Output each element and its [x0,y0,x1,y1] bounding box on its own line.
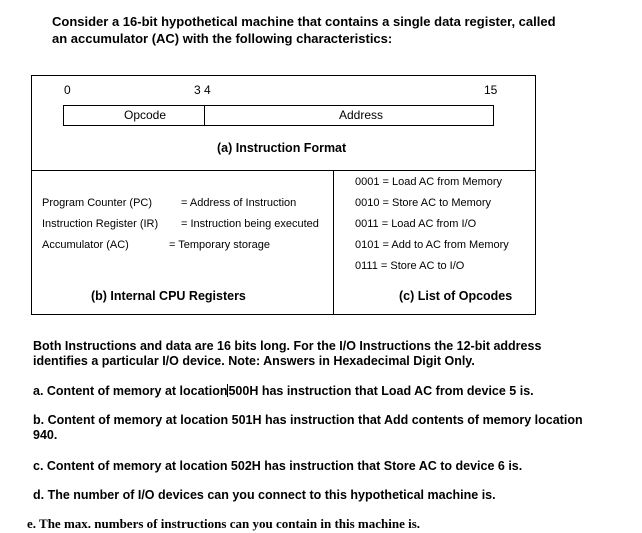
notes-line-1: Both Instructions and data are 16 bits long. For the I/O Instructions the 12-bit address [33,339,542,353]
question-b-line-2: 940. [33,428,58,442]
figure-divider-horizontal [32,170,535,171]
question-a-before: a. Content of memory at location [33,384,228,398]
intro-line-1: Consider a 16-bit hypothetical machine that contains a single data register, called [52,14,556,29]
opcode-item: 0010 = Store AC to Memory [355,197,492,209]
register-desc: = Instruction being executed [181,218,319,230]
question-b-line-1: b. Content of memory at location 501H has instruction that Add contents of memory location [33,413,583,427]
register-name: Program Counter (PC) [42,197,153,209]
opcode-item: 0101 = Add to AC from Memory [355,239,509,251]
register-name: Instruction Register (IR) [42,218,159,230]
opcode-item: 0011 = Load AC from I/O [355,218,477,230]
opcode-field-label: Opcode [124,108,167,122]
address-field-label: Address [339,108,384,122]
question-a-after: 500H has instruction that Load AC from device 5 is. [228,384,534,398]
opcode-address-divider [204,106,205,125]
opcode-item: 0001 = Load AC from Memory [355,176,503,188]
question-d: d. The number of I/O devices can you connect to this hypothetical machine is. [33,488,496,502]
notes-line-2: identifies a particular I/O device. Note: Answers in Hexadecimal Digit Only. [33,354,475,368]
register-name: Accumulator (AC) [42,239,129,251]
question-e: e. The max. numbers of instructions can you contain in this machine is. [27,516,421,531]
registers-caption: (b) Internal CPU Registers [91,289,246,303]
bit-label-0: 0 [64,83,71,97]
question-a [33,383,534,399]
register-desc: = Address of Instruction [181,197,297,209]
bit-label-3-4: 3 4 [194,83,211,97]
instruction-format-box [63,105,494,126]
bit-label-15: 15 [484,83,498,97]
question-c: c. Content of memory at location 502H has instruction that Store AC to device 6 is. [33,459,523,473]
opcodes-caption: (c) List of Opcodes [399,289,513,303]
instruction-format-caption: (a) Instruction Format [217,141,347,155]
register-desc: = Temporary storage [169,239,270,251]
opcode-item: 0111 = Store AC to I/O [355,260,465,272]
architecture-figure [31,75,536,315]
intro-line-2: an accumulator (AC) with the following characteristics: [52,31,393,46]
figure-divider-vertical [333,170,334,314]
